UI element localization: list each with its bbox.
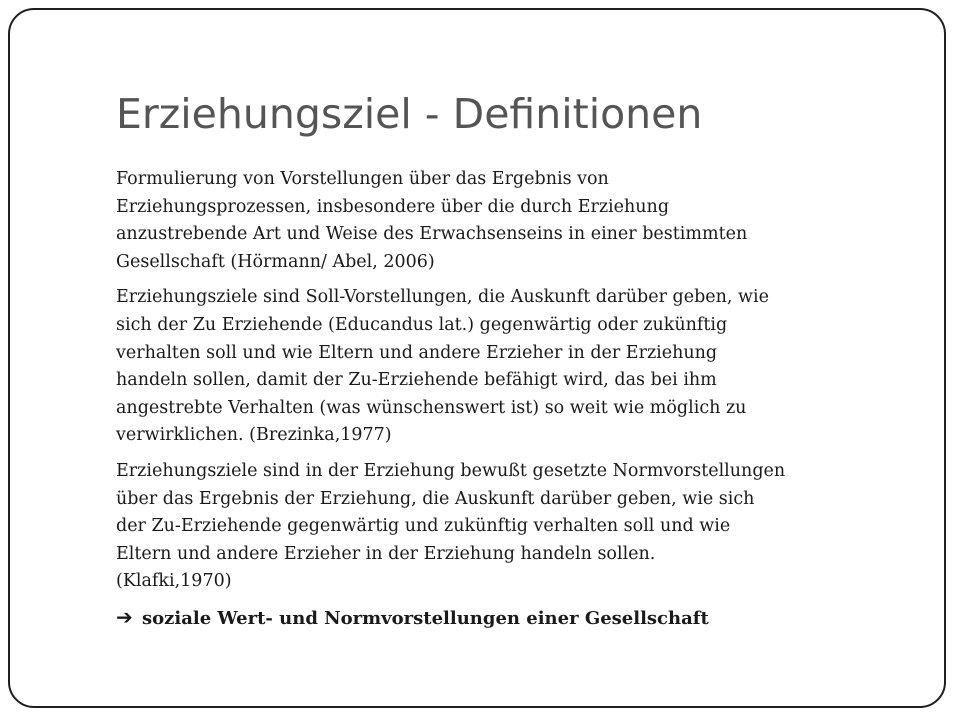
text-line: angestrebte Verhalten (was wünschenswert ist) so weit wie möglich zu (116, 397, 747, 418)
text-line: Erziehungsprozessen, insbesondere über die durch Erziehung (116, 196, 670, 217)
slide-frame (8, 8, 946, 708)
text-line: Erziehungsziele sind in der Erziehung bewußt gesetzte Normvorstellungen (116, 460, 786, 481)
definition-paragraph-brezinka (116, 284, 906, 450)
slide-content (116, 166, 906, 633)
text-line: anzustrebende Art und Weise des Erwachsenseins in einer bestimmten (116, 224, 748, 245)
arrow-right-icon: ➔ (116, 604, 133, 629)
text-line: Gesellschaft (Hörmann/ Abel, 2006) (116, 251, 435, 272)
slide-title: Erziehungsziel - Definitionen (116, 90, 703, 138)
text-line: verwirklichen. (Brezinka,1977) (116, 425, 392, 446)
definition-paragraph-hoermann-abel (116, 166, 906, 276)
text-line: handeln sollen, damit der Zu-Erziehende befähigt wird, das bei ihm (116, 370, 717, 391)
text-line: Erziehungsziele sind Soll-Vorstellungen, die Auskunft darüber geben, wie (116, 287, 769, 308)
text-line: über das Ergebnis der Erziehung, die Auskunft darüber geben, wie sich (116, 488, 755, 509)
conclusion-line (116, 604, 906, 633)
definition-paragraph-klafki (116, 458, 906, 596)
text-line: sich der Zu Erziehende (Educandus lat.) gegenwärtig oder zukünftig (116, 314, 728, 335)
text-line: (Klafki,1970) (116, 571, 232, 592)
text-line: Eltern und andere Erzieher in der Erziehung handeln sollen. (116, 543, 656, 564)
conclusion-text: soziale Wert- und Normvorstellungen einer Gesellschaft (142, 607, 709, 629)
text-line: verhalten soll und wie Eltern und andere Erzieher in der Erziehung (116, 342, 718, 363)
text-line: der Zu-Erziehende gegenwärtig und zukünftig verhalten soll und wie (116, 516, 731, 537)
text-line: Formulierung von Vorstellungen über das Ergebnis von (116, 169, 609, 189)
